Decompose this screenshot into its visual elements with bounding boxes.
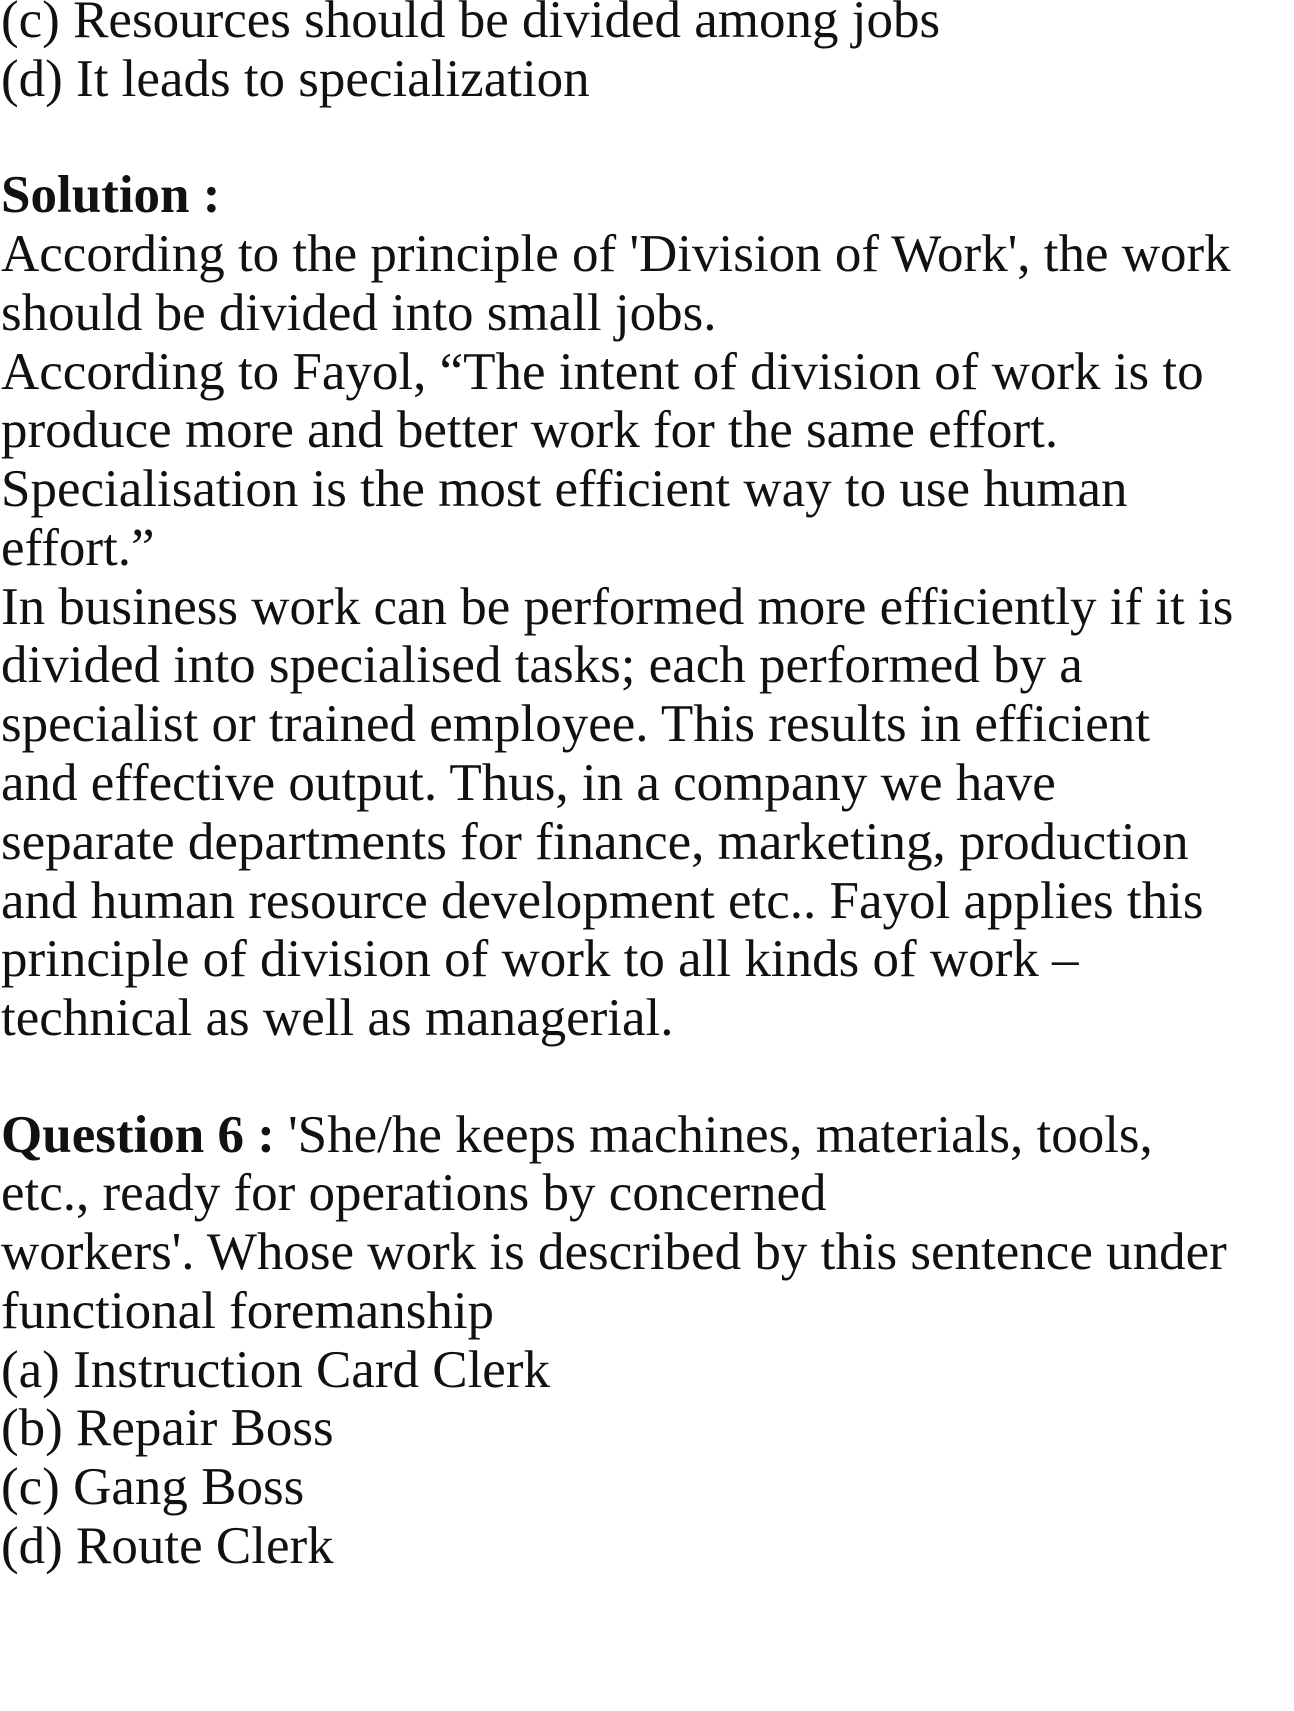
solution-line: specialist or trained employee. This results in efficient: [1, 695, 1150, 753]
solution-line: Specialisation is the most efficient way to use human: [1, 460, 1128, 518]
solution-line: According to the principle of 'Division of Work', the work: [1, 225, 1231, 283]
solution-line: and effective output. Thus, in a company we have: [1, 754, 1056, 812]
question-text: 'She/he keeps machines, materials, tools,: [274, 1106, 1153, 1164]
option-d-prev: (d) It leads to specialization: [1, 50, 590, 108]
question-line: workers'. Whose work is described by this sentence under: [1, 1223, 1227, 1281]
question-line: functional foremanship: [1, 1282, 495, 1340]
solution-line: should be divided into small jobs.: [1, 284, 717, 342]
solution-line: divided into specialised tasks; each performed by a: [1, 636, 1083, 694]
solution-line: According to Fayol, “The intent of division of work is to: [1, 343, 1204, 401]
question-line: etc., ready for operations by concerned: [1, 1164, 827, 1222]
option-c-prev: (c) Resources should be divided among jobs: [1, 0, 941, 49]
solution-line: In business work can be performed more efficiently if it is: [1, 578, 1234, 636]
option-b: (b) Repair Boss: [1, 1399, 334, 1457]
option-c: (c) Gang Boss: [1, 1458, 305, 1516]
question-first-line: [1, 1103, 1153, 1167]
solution-line: effort.”: [1, 519, 155, 577]
solution-heading: Solution :: [1, 166, 221, 224]
option-a: (a) Instruction Card Clerk: [1, 1341, 550, 1399]
solution-line: produce more and better work for the same effort.: [1, 401, 1059, 459]
solution-line: technical as well as managerial.: [1, 989, 674, 1047]
solution-line: and human resource development etc.. Fayol applies this: [1, 872, 1204, 930]
solution-line: separate departments for finance, marketing, production: [1, 813, 1189, 871]
question-label: Question 6 :: [1, 1106, 275, 1164]
option-d: (d) Route Clerk: [1, 1517, 334, 1575]
solution-line: principle of division of work to all kinds of work –: [1, 930, 1079, 988]
